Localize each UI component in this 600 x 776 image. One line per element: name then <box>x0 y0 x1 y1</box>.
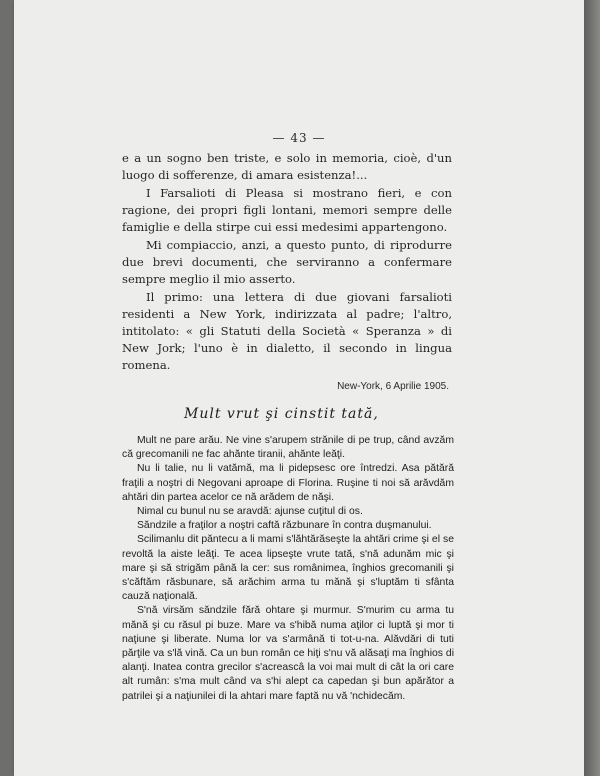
paragraph: Scilimanlu dit păntecu a li mami s'lăhtărăseşte la ahtări crime şi el se revoltă la aiste leăţi. Te acea lipseşte vrute tată, s'nă adunăm mic şi mare şi să strigăm până la cer: sus românimea, înghios grecomanili şi s'căftăm răsbunare, să arăchim arma tu mănă şi s'luptăm ti sfânta cauză naţională. <box>122 534 454 603</box>
letter-salutation: Mult vrut şi cinstit tată, <box>184 406 379 422</box>
paragraph: S'nă virsăm săndzile fără ohtare şi murmur. S'murim cu arma tu mănă şi cu răsul pi buze. Mare va s'hibă numa aţilor ci luptă şi mor ti naţiune şi liberate. Numa lor va s'armână ti tot-u-na. Alăvdări di tuti părţile va s'lă vină. Ca un bun român ce hiţi s'nu vă alăsaţi ma înghios di alanţi. Inatea contra grecilor s'acreascâ la voi mai mult di cât la ori care alt rumân: s'ma mult când va s'hi alept ca capedan şi bun apărător a patrilei şi a naţiunilei di la ahtari mare faptă nu vă 'nchidecăm. <box>122 605 454 702</box>
letter-body <box>122 434 454 704</box>
paragraph: Nimal cu bunul nu se aravdă: ajunse cuţitul di os. <box>137 506 363 518</box>
paragraph: I Farsalioti di Pleasa si mostrano fieri, e con ragione, dei propri figli lontani, memori sempre delle famiglie e della stirpe cui essi medesimi appartengono. <box>122 186 452 234</box>
paragraph: Mi compiaccio, anzi, a questo punto, di riprodurre due brevi documenti, che serviranno a confermare sempre meglio il mio asserto. <box>122 238 452 286</box>
page-edge-shadow <box>584 0 600 776</box>
paragraph: Il primo: una lettera di due giovani farsalioti residenti a New York, indirizzata al padre; l'altro, intitolato: « gli Statuti della Società « Speranza » di New Jork; l'uno è in dialetto, il secondo in lingua romena. <box>122 290 452 372</box>
paragraph: e a un sogno ben triste, e solo in memoria, cioè, d'un luogo di sofferenze, di amara esistenza!... <box>122 151 452 182</box>
document-page <box>14 0 584 776</box>
paragraph: Mult ne pare arău. Ne vine s'arupem strănile di pe trup, când avzăm că grecomanili ne fac ahănte tiranii, ahănte leăţi. <box>122 435 454 461</box>
page-number: — 43 — <box>272 131 326 145</box>
italian-text-block <box>122 150 452 374</box>
paragraph: Săndzile a fraţilor a noştri caftă răzbunare în contra duşmanului. <box>137 520 432 532</box>
paragraph: Nu li talie, nu li vatămă, ma li pidepsesc ore întredzi. Asa pătără fraţili a noştri di Negovani aproape di Florina. Ruşine ti noi să arăvdăm ahtări din partea acelor ce nă arădem de năşi. <box>122 463 454 503</box>
letter-dateline: New-York, 6 Aprilie 1905. <box>337 381 449 392</box>
